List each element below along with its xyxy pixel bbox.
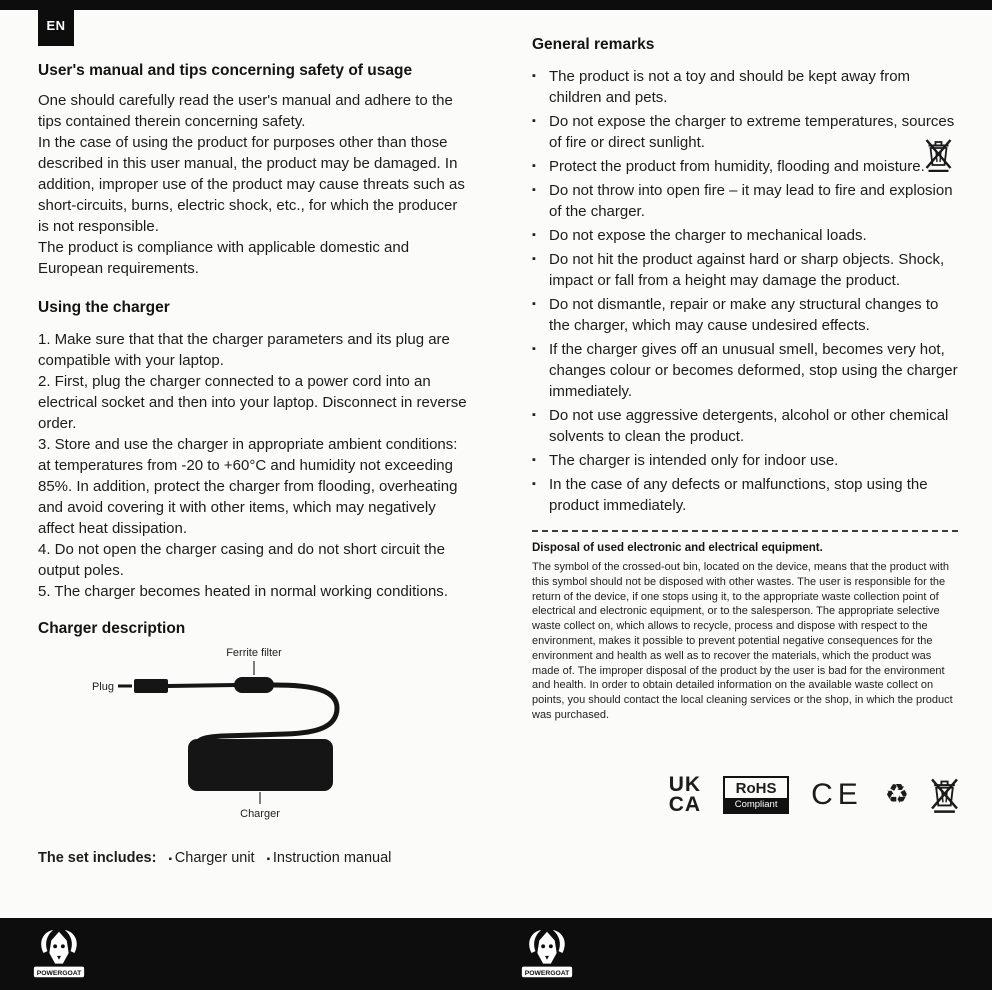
ukca-mark-bottom: CA xyxy=(668,792,702,816)
footer-strip xyxy=(0,918,992,990)
charger-diagram-drawing xyxy=(38,642,472,824)
safety-paragraph-2: In the case of using the product for purposes other than those described in this user manual, the product may be damaged. In addition, improper use of the product may cause threats such as short-circuits, burns, electric shock, etc., for which the producer is not responsible. xyxy=(38,134,465,235)
dashed-divider xyxy=(532,530,958,532)
language-badge xyxy=(38,4,74,46)
ce-mark: CE xyxy=(811,777,863,811)
charger-step-5: 5. The charger becomes heated in normal working conditions. xyxy=(38,583,448,600)
rohs-mark xyxy=(723,776,789,814)
right-column xyxy=(532,36,958,815)
set-includes-label: The set includes: xyxy=(38,850,157,866)
remark-item: ▪ Do not use aggressive detergents, alcohol or other chemical solvents to clean the product. xyxy=(532,405,958,447)
safety-heading: User's manual and tips concerning safety of usage xyxy=(38,62,413,79)
charger-step-1: 1. Make sure that that the charger parameters and its plug are compatible with your laptop. xyxy=(38,331,450,369)
ferrite-filter-bead xyxy=(234,677,274,693)
brand-wordmark: POWERGOAT xyxy=(36,969,82,977)
charger-step-2: 2. First, plug the charger connected to a power cord into an electrical socket and then into your laptop. Disconnect in reverse order. xyxy=(38,373,467,432)
certification-marks xyxy=(532,772,958,816)
safety-paragraph-1: One should carefully read the user's manual and adhere to the tips contained therein concerning safety. xyxy=(38,92,453,130)
weee-bin-icon-small xyxy=(925,138,952,172)
ferrite-filter-label: Ferrite filter xyxy=(226,647,282,659)
safety-paragraph-3: The product is compliance with applicable domestic and European requirements. xyxy=(38,239,410,277)
remark-item: ▪ Do not expose the charger to extreme temperatures, sources of fire or direct sunlight. xyxy=(532,111,958,153)
goat-emblem-icon xyxy=(518,924,576,984)
remark-item: ▪ The charger is intended only for indoor use. xyxy=(532,450,958,471)
disposal-heading: Disposal of used electronic and electrical equipment. xyxy=(532,542,823,554)
ukca-mark xyxy=(668,772,702,816)
weee-bin-icon xyxy=(931,777,958,813)
rohs-compliant-label: Compliant xyxy=(725,798,787,812)
cable-segment xyxy=(168,685,236,686)
charger-diagram xyxy=(38,642,472,824)
charger-description-heading: Charger description xyxy=(38,620,186,637)
plug-connector xyxy=(134,679,168,693)
remark-item: ▪ Do not throw into open fire – it may lead to fire and explosion of the charger. xyxy=(532,180,958,222)
charger-label: Charger xyxy=(240,808,280,820)
using-charger-heading: Using the charger xyxy=(38,299,170,316)
remark-item: ▪ Do not hit the product against hard or sharp objects. Shock, impact or fall from a height may damage the product. xyxy=(532,249,958,291)
set-includes xyxy=(38,850,472,866)
top-strip xyxy=(0,0,992,10)
recycle-icon: ♻ xyxy=(884,779,909,810)
charger-brick xyxy=(188,739,333,791)
set-includes-item-1: ▪ Charger unit xyxy=(168,850,254,866)
goat-emblem-icon xyxy=(30,924,88,984)
plug-label: Plug xyxy=(91,681,114,693)
language-badge-label: EN xyxy=(46,17,66,33)
charger-step-3: 3. Store and use the charger in appropriate ambient conditions: at temperatures from -20 to +60°C and humidity not exceeding 85%. In addition, protect the charger from flooding, overheating and avoid covering it with other items, which may negatively affect heat dissipation. xyxy=(38,436,458,537)
general-remarks-heading: General remarks xyxy=(532,36,655,53)
remark-item: ▪ The product is not a toy and should be kept away from children and pets. xyxy=(532,66,958,108)
brand-logo xyxy=(518,924,576,984)
remark-item: ▪ Do not dismantle, repair or make any structural changes to the charger, which may cause undesired effects. xyxy=(532,294,958,336)
set-includes-item-2: ▪ Instruction manual xyxy=(267,850,392,866)
ukca-mark-top: UK xyxy=(668,772,702,796)
rohs-label: RoHS xyxy=(735,779,777,797)
left-column xyxy=(38,62,472,866)
disposal-text: The symbol of the crossed-out bin, located on the device, means that the product with this symbol should not be disposed with other wastes. The user is responsible for the return of the device, if one stops using it, to the appropriate waste collection point of electrical and electronic equipment, or to the salesperson. The appropriate selective waste collect on, which allows to recycle, process and dispose with respect to the environment, makes it possible to prevent potential negative consequences for the environment and health as well as to recover the materials, which the product was made of. The improper disposal of the product by the user is bad for the environment and health. In order to obtain detailed information on the available waste collect on points, you should contact the local cleaning services or the shop, in which the product was purchased. xyxy=(532,561,953,721)
brand-wordmark: POWERGOAT xyxy=(524,969,570,977)
remark-item: ▪ In the case of any defects or malfunctions, stop using the product immediately. xyxy=(532,474,958,516)
remark-item: ▪ Protect the product from humidity, flooding and moisture. xyxy=(532,156,958,177)
remark-item: ▪ If the charger gives off an unusual smell, becomes very hot, changes colour or becomes deformed, stop using the charger immediately. xyxy=(532,339,958,402)
remark-item: ▪ Do not expose the charger to mechanical loads. xyxy=(532,225,958,246)
brand-logo xyxy=(30,924,88,984)
charger-step-4: 4. Do not open the charger casing and do not short circuit the output poles. xyxy=(38,541,445,579)
general-remarks-list xyxy=(532,66,958,516)
